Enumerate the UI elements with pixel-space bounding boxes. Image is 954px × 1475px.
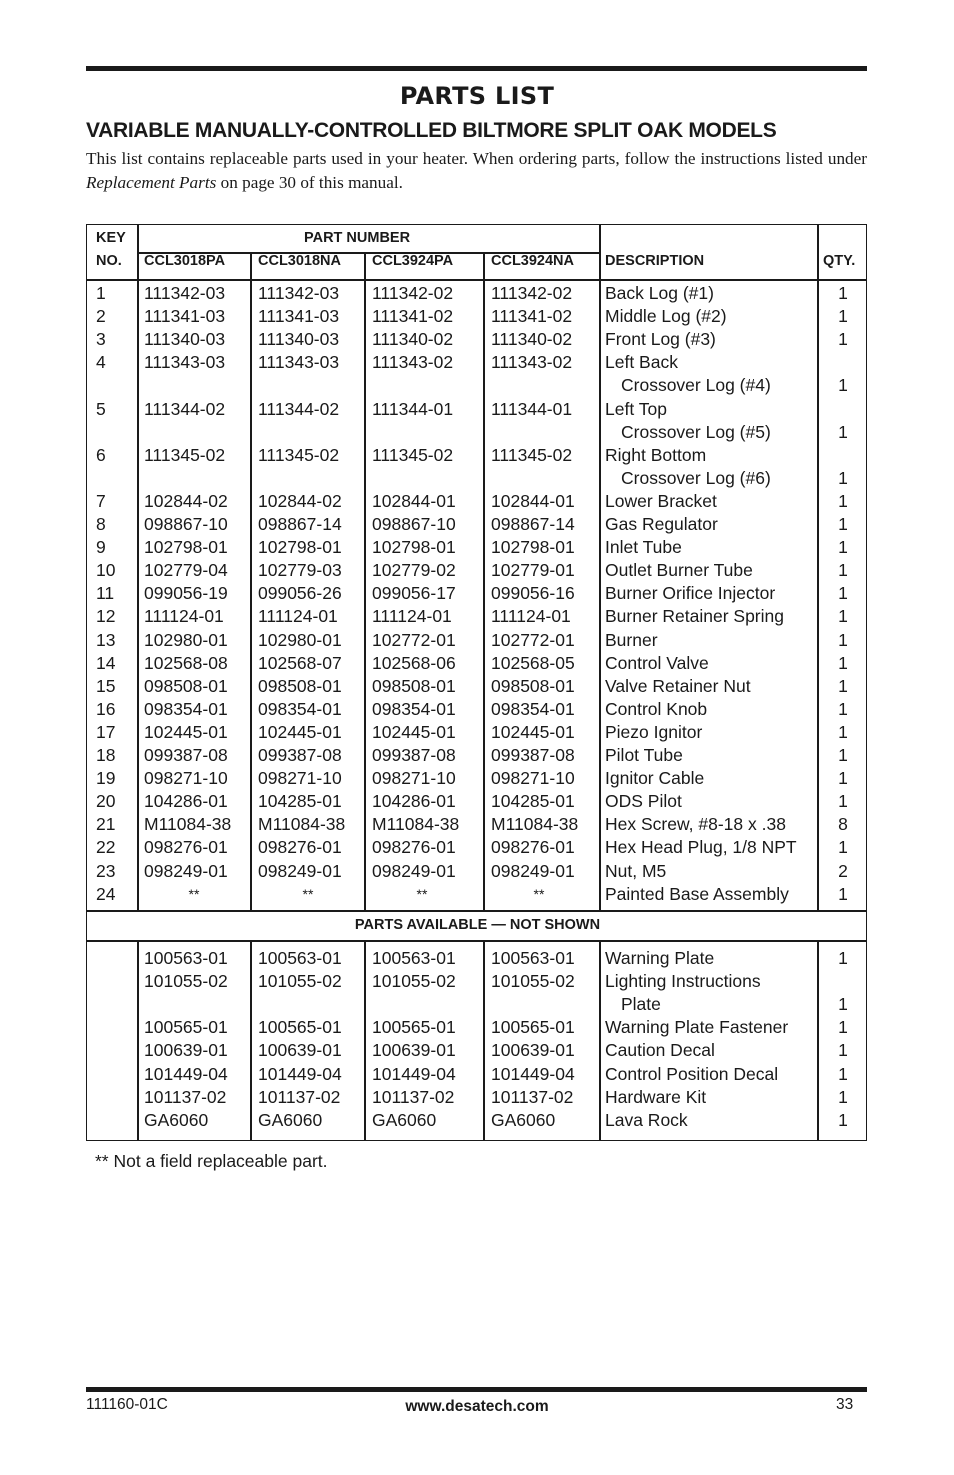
- key-number: 11: [96, 583, 115, 604]
- table-row: [87, 490, 868, 513]
- description-cell: Warning Plate Fastener: [605, 1017, 789, 1038]
- part-number-cell: 101449-04: [491, 1063, 575, 1084]
- qty-cell: 1: [838, 1040, 848, 1061]
- key-number: 23: [96, 860, 116, 881]
- description-cell: Control Position Decal: [605, 1063, 779, 1084]
- description-cell: ODS Pilot: [605, 791, 682, 812]
- qty-cell: 1: [838, 1109, 848, 1130]
- qty-cell: 1: [838, 467, 848, 488]
- part-number-cell: 100563-01: [258, 948, 342, 968]
- table-row: [87, 790, 868, 813]
- part-number-cell: 111345-02: [372, 444, 454, 465]
- key-number: 15: [96, 675, 116, 696]
- part-number-cell: 111341-02: [491, 306, 573, 327]
- part-number-cell: 102844-01: [491, 490, 575, 511]
- table-row: [87, 605, 868, 628]
- table-row: [87, 947, 868, 970]
- part-number-cell: 111343-03: [144, 352, 226, 373]
- description-cell: Pilot Tube: [605, 745, 683, 765]
- part-number-cell: 098867-14: [491, 514, 575, 534]
- key-number: 20: [96, 791, 116, 812]
- part-number-cell: 098249-01: [491, 860, 575, 881]
- table-row: [87, 536, 868, 559]
- part-number-cell: 111345-02: [258, 444, 340, 465]
- qty-cell: 1: [838, 306, 848, 327]
- part-number-cell: M11084-38: [144, 814, 232, 835]
- part-number-cell: 098271-10: [491, 768, 575, 789]
- part-number-cell: 104286-01: [372, 791, 456, 812]
- part-number-cell: 102798-01: [372, 537, 456, 558]
- description-cell: Control Knob: [605, 698, 708, 719]
- part-number-cell: 098508-01: [258, 675, 342, 696]
- part-number-cell: 100563-01: [144, 948, 228, 968]
- part-number-cell: 102980-01: [258, 629, 342, 650]
- key-number: 13: [96, 629, 116, 650]
- subheader-bottom-rule: [87, 940, 866, 942]
- key-number: 6: [96, 444, 106, 465]
- table-row: [87, 767, 868, 790]
- page-number: 33: [836, 1396, 854, 1413]
- header-bottom-rule: [87, 279, 866, 281]
- part-number-cell: 111340-03: [258, 329, 340, 350]
- key-number: 8: [96, 514, 106, 534]
- part-number-cell: 101137-02: [372, 1086, 455, 1107]
- part-number-cell: 102568-06: [372, 652, 456, 673]
- table-row: [87, 675, 868, 698]
- qty-cell: 1: [838, 375, 848, 396]
- description-cell: Middle Log (#2): [605, 306, 727, 327]
- key-number: 1: [96, 283, 106, 303]
- part-number-cell: 098508-01: [144, 675, 228, 696]
- key-number: 17: [96, 721, 116, 742]
- website-link[interactable]: www.desatech.com: [405, 1398, 549, 1415]
- key-header-line1: KEY: [96, 230, 126, 246]
- part-number-cell: 104286-01: [144, 791, 228, 812]
- part-number-cell: 111342-03: [258, 283, 340, 303]
- qty-cell: 1: [838, 329, 848, 350]
- qty-cell: 1: [838, 698, 848, 719]
- part-number-cell: 102798-01: [491, 537, 575, 558]
- part-number-cell: 099387-08: [372, 745, 456, 765]
- parts-table: [86, 224, 867, 1141]
- table-row: [87, 305, 868, 328]
- part-number-cell: 101137-02: [258, 1086, 341, 1107]
- description-cell: Hex Screw, #8-18 x .38: [605, 814, 786, 835]
- description-cell: Outlet Burner Tube: [605, 560, 753, 581]
- qty-cell: 1: [838, 745, 848, 765]
- part-number-cell: 111124-01: [144, 606, 224, 627]
- part-number-cell: 098354-01: [372, 698, 456, 719]
- doc-number: 111160-01C: [86, 1396, 168, 1413]
- top-rule: [86, 66, 867, 71]
- key-number: 2: [96, 306, 106, 327]
- part-number-cell: 102568-08: [144, 652, 228, 673]
- table-row: [87, 629, 868, 652]
- description-cell: Front Log (#3): [605, 329, 716, 350]
- table-row: [87, 744, 868, 767]
- key-number: 14: [96, 652, 116, 673]
- part-number-cell: 111342-02: [491, 283, 573, 303]
- table-row: [87, 282, 868, 305]
- part-number-cell: 099056-26: [258, 583, 342, 604]
- description-cell: Hex Head Plug, 1/8 NPT: [605, 837, 797, 858]
- table-row: [87, 652, 868, 675]
- qty-cell: 1: [838, 537, 848, 558]
- table-row: [87, 513, 868, 536]
- description-cell: Control Valve: [605, 652, 709, 673]
- part-number-cell: 101137-02: [144, 1086, 227, 1107]
- part-number-cell: 111340-03: [144, 329, 226, 350]
- qty-cell: 1: [838, 283, 848, 303]
- key-number: 5: [96, 398, 106, 419]
- part-number-cell: 098249-01: [144, 860, 228, 881]
- key-number: 21: [96, 814, 116, 835]
- table-row: [87, 970, 868, 1015]
- part-number-cell: 100565-01: [372, 1017, 456, 1038]
- description-continuation: Crossover Log (#5): [621, 421, 771, 442]
- description-cell: Valve Retainer Nut: [605, 675, 751, 696]
- description-cell: Ignitor Cable: [605, 768, 705, 789]
- table-row: [87, 813, 868, 836]
- table-row: [87, 1016, 868, 1039]
- part-number-cell: 102445-01: [144, 721, 228, 742]
- part-number-cell: 111340-02: [491, 329, 573, 350]
- key-number: 3: [96, 329, 106, 350]
- part-number-cell: 099056-16: [491, 583, 575, 604]
- part-number-cell: GA6060: [491, 1109, 556, 1130]
- part-number-cell: 102772-01: [372, 629, 456, 650]
- part-number-cell: 111341-03: [144, 306, 226, 327]
- part-number-cell: 101055-02: [491, 971, 575, 992]
- subheader-top-rule: [87, 910, 866, 912]
- qty-cell: 8: [838, 814, 848, 835]
- qty-cell: 1: [838, 514, 848, 534]
- part-number-cell: 102844-02: [144, 490, 228, 511]
- description-cell: Left Back: [605, 352, 678, 373]
- part-number-cell: 102779-01: [491, 560, 575, 581]
- table-row: [87, 1063, 868, 1086]
- description-cell: Burner: [605, 629, 658, 650]
- qty-cell: 1: [838, 560, 848, 581]
- qty-cell: 1: [838, 629, 848, 650]
- part-number-cell: 100565-01: [144, 1017, 228, 1038]
- part-number-cell: 111124-01: [491, 606, 571, 627]
- qty-cell: 1: [838, 1017, 848, 1038]
- part-number-cell: 098867-10: [372, 514, 456, 534]
- description-continuation: Plate: [621, 994, 661, 1015]
- table-row: [87, 398, 868, 442]
- part-number-cell: M11084-38: [491, 814, 579, 835]
- part-number-cell: 098354-01: [491, 698, 575, 719]
- part-number-cell: 100639-01: [372, 1040, 456, 1061]
- model-header-ccl3924pa: CCL3924PA: [372, 253, 454, 269]
- part-number-cell: 111342-02: [372, 283, 454, 303]
- page-title: PARTS LIST: [399, 82, 555, 110]
- table-row: [87, 883, 868, 906]
- part-number-cell: 098276-01: [258, 837, 342, 858]
- part-number-cell: 102445-01: [372, 721, 456, 742]
- footnote: ** Not a field replaceable part.: [95, 1151, 328, 1171]
- model-header-ccl3018na: CCL3018NA: [258, 253, 341, 269]
- description-cell: Inlet Tube: [605, 537, 682, 558]
- part-number-cell: GA6060: [372, 1109, 437, 1130]
- qty-cell: 1: [838, 948, 848, 968]
- part-number-cell: 102798-01: [144, 537, 228, 558]
- part-number-cell: 098249-01: [258, 860, 342, 881]
- part-number-cell: **: [416, 885, 428, 902]
- description-cell: Lighting Instructions: [605, 971, 761, 992]
- part-number-cell: 098354-01: [258, 698, 342, 719]
- key-number: 7: [96, 490, 106, 511]
- qty-cell: 2: [838, 860, 848, 881]
- table-row: [87, 351, 868, 396]
- part-number-cell: M11084-38: [372, 814, 460, 835]
- table-row: [87, 1109, 868, 1132]
- part-number-cell: 099056-19: [144, 583, 228, 604]
- description-cell: Caution Decal: [605, 1040, 715, 1061]
- part-number-cell: 099387-08: [491, 745, 575, 765]
- part-number-cell: 099387-08: [144, 745, 228, 765]
- part-number-cell: 102568-05: [491, 652, 575, 673]
- part-number-cell: 099056-17: [372, 583, 456, 604]
- description-cell: Warning Plate: [605, 948, 715, 968]
- qty-cell: 1: [838, 883, 848, 904]
- part-number-cell: 100563-01: [372, 948, 456, 968]
- part-number-cell: 102568-07: [258, 652, 342, 673]
- description-cell: Left Top: [605, 398, 667, 419]
- model-header-ccl3018pa: CCL3018PA: [144, 253, 226, 269]
- key-number: 16: [96, 698, 116, 719]
- table-row: [87, 559, 868, 582]
- part-number-cell: 098508-01: [372, 675, 456, 696]
- part-number-cell: 111343-02: [372, 352, 454, 373]
- part-number-cell: 101055-02: [258, 971, 342, 992]
- part-number-cell: 101449-04: [144, 1063, 228, 1084]
- table-row: [87, 836, 868, 859]
- key-number: 19: [96, 768, 116, 789]
- key-number: 12: [96, 606, 116, 627]
- key-number: 9: [96, 537, 106, 558]
- intro-text-start: This list contains replaceable parts used in your heater. When ordering parts, follow the instructions listed under: [86, 149, 867, 168]
- key-number: 10: [96, 560, 116, 581]
- description-cell: Back Log (#1): [605, 283, 714, 303]
- part-number-cell: 111344-01: [491, 398, 573, 419]
- part-number-cell: 111344-02: [258, 398, 340, 419]
- table-row: [87, 444, 868, 488]
- part-number-cell: 102844-01: [372, 490, 456, 511]
- description-cell: Burner Retainer Spring: [605, 606, 784, 627]
- table-row: [87, 860, 868, 883]
- part-number-cell: 098271-10: [258, 768, 342, 789]
- part-number-cell: 111341-02: [372, 306, 454, 327]
- part-number-cell: 098271-10: [372, 768, 456, 789]
- part-number-cell: 101137-02: [491, 1086, 574, 1107]
- part-number-cell: 102445-01: [258, 721, 342, 742]
- description-cell: Right Bottom: [605, 444, 707, 465]
- qty-cell: 1: [838, 583, 848, 604]
- part-number-cell: 111345-02: [144, 444, 226, 465]
- qty-cell: 1: [838, 994, 848, 1015]
- key-number: 22: [96, 837, 116, 858]
- part-number-cell: 100639-01: [144, 1040, 228, 1061]
- part-number-cell: 102779-03: [258, 560, 342, 581]
- part-number-cell: 111344-01: [372, 398, 454, 419]
- part-number-cell: 098354-01: [144, 698, 228, 719]
- part-number-cell: 100639-01: [258, 1040, 342, 1061]
- part-number-cell: 102798-01: [258, 537, 342, 558]
- model-header-ccl3924na: CCL3924NA: [491, 253, 574, 269]
- part-number-cell: 098276-01: [491, 837, 575, 858]
- part-number-cell: 100565-01: [258, 1017, 342, 1038]
- part-number-cell: 111341-03: [258, 306, 340, 327]
- qty-cell: 1: [838, 1063, 848, 1084]
- part-number-cell: M11084-38: [258, 814, 346, 835]
- part-number-cell: **: [302, 885, 314, 902]
- description-cell: Burner Orifice Injector: [605, 583, 776, 604]
- description-header: DESCRIPTION: [605, 253, 705, 269]
- description-cell: Lava Rock: [605, 1109, 688, 1130]
- part-number-cell: 111342-03: [144, 283, 226, 303]
- part-number-cell: 102844-02: [258, 490, 342, 511]
- part-number-cell: **: [188, 885, 200, 902]
- part-number-cell: 101055-02: [372, 971, 456, 992]
- section-title: VARIABLE MANUALLY-CONTROLLED BILTMORE SPLIT OAK MODELS: [86, 119, 777, 142]
- part-number-cell: **: [533, 885, 545, 902]
- description-continuation: Crossover Log (#6): [621, 467, 771, 488]
- intro-emphasis: Replacement Parts: [86, 172, 217, 192]
- part-number-cell: 111345-02: [491, 444, 573, 465]
- part-number-cell: 102445-01: [491, 721, 575, 742]
- part-number-cell: 098867-14: [258, 514, 342, 534]
- qty-cell: 1: [838, 675, 848, 696]
- description-cell: Gas Regulator: [605, 514, 718, 534]
- table-row: [87, 698, 868, 721]
- part-number-cell: 100639-01: [491, 1040, 575, 1061]
- part-number-cell: 098271-10: [144, 768, 228, 789]
- part-number-cell: 098508-01: [491, 675, 575, 696]
- qty-cell: 1: [838, 1086, 848, 1107]
- description-cell: Nut, M5: [605, 860, 667, 881]
- part-number-cell: 111343-02: [491, 352, 573, 373]
- part-number-cell: 102772-01: [491, 629, 575, 650]
- part-number-cell: 101449-04: [372, 1063, 456, 1084]
- bottom-rule: [86, 1387, 867, 1392]
- part-number-cell: 111124-01: [372, 606, 452, 627]
- description-cell: Painted Base Assembly: [605, 883, 789, 904]
- qty-cell: 1: [838, 837, 848, 858]
- table-row: [87, 1086, 868, 1109]
- part-number-cell: 101055-02: [144, 971, 228, 992]
- part-number-cell: 111124-01: [258, 606, 338, 627]
- table-row: [87, 721, 868, 744]
- description-cell: Hardware Kit: [605, 1086, 707, 1107]
- intro-paragraph: [86, 147, 867, 194]
- description-cell: Piezo Ignitor: [605, 721, 703, 742]
- part-number-cell: 098249-01: [372, 860, 456, 881]
- key-number: 4: [96, 352, 106, 373]
- table-row: [87, 582, 868, 605]
- part-number-cell: 102980-01: [144, 629, 228, 650]
- qty-cell: 1: [838, 421, 848, 442]
- intro-text-end: on page 30 of this manual.: [216, 172, 403, 192]
- part-number-cell: GA6060: [144, 1109, 209, 1130]
- qty-cell: 1: [838, 490, 848, 511]
- table-row: [87, 1039, 868, 1062]
- part-number-cell: 098276-01: [144, 837, 228, 858]
- part-number-cell: 104285-01: [258, 791, 342, 812]
- qty-cell: 1: [838, 791, 848, 812]
- qty-cell: 1: [838, 652, 848, 673]
- part-number-cell: 111340-02: [372, 329, 454, 350]
- not-shown-header: PARTS AVAILABLE — NOT SHOWN: [354, 917, 601, 933]
- table-row: [87, 328, 868, 351]
- part-number-cell: 102779-04: [144, 560, 228, 581]
- part-number-header: PART NUMBER: [304, 230, 411, 246]
- key-number: 18: [96, 745, 116, 765]
- description-cell: Lower Bracket: [605, 490, 717, 511]
- qty-cell: 1: [838, 606, 848, 627]
- part-number-cell: 111343-03: [258, 352, 340, 373]
- part-number-cell: 100565-01: [491, 1017, 575, 1038]
- part-number-cell: 111344-02: [144, 398, 226, 419]
- key-number: 24: [96, 883, 116, 904]
- part-number-cell: 104285-01: [491, 791, 575, 812]
- part-number-cell: 102779-02: [372, 560, 456, 581]
- part-number-cell: 101449-04: [258, 1063, 342, 1084]
- part-number-cell: 099387-08: [258, 745, 342, 765]
- qty-header: QTY.: [823, 253, 856, 269]
- description-continuation: Crossover Log (#4): [621, 375, 771, 396]
- key-header-line2: NO.: [96, 253, 122, 269]
- qty-cell: 1: [838, 721, 848, 742]
- part-number-cell: 100563-01: [491, 948, 575, 968]
- part-number-cell: 098867-10: [144, 514, 228, 534]
- qty-cell: 1: [838, 768, 848, 789]
- part-number-cell: GA6060: [258, 1109, 323, 1130]
- part-number-cell: 098276-01: [372, 837, 456, 858]
